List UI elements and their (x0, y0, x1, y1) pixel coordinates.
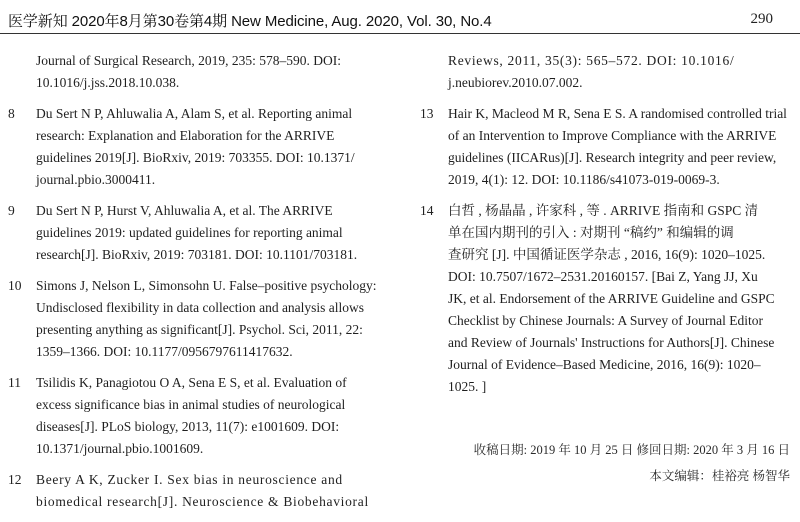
right-column (420, 50, 800, 407)
ref-line: Undisclosed flexibility in data collection and analysis allows (36, 300, 365, 315)
ref-line: j.neubiorev.2010.07.002. (448, 75, 583, 90)
left-column (8, 50, 384, 522)
ref-line: Journal of Evidence–Based Medicine, 2016, 16(9): 1020– (448, 357, 761, 372)
ref-line: 10.1016/j.jss.2018.10.038. (36, 75, 180, 90)
reference-item-11 (8, 372, 384, 460)
ref-line: 查研究 [J]. 中国循证医学杂志 , 2016, 16(9): 1020–1025. (448, 247, 766, 262)
ref-line: Checklist by Chinese Journals: A Survey of Journal Editor (448, 313, 763, 328)
ref-line: 2019, 4(1): 12. DOI: 10.1186/s41073-019-0069-3. (448, 172, 720, 187)
page-number: 290 (750, 11, 773, 27)
ref-line: and Review of Journals' Instructions for Authors[J]. Chinese (448, 335, 775, 350)
ref-line: diseases[J]. PLoS biology, 2013, 11(7): e1001609. DOI: (36, 419, 340, 434)
reference-number: 11 (8, 375, 21, 390)
journal-header: 医学新知 2020年8月第30卷第4期 New Medicine, Aug. 2020, Vol. 30, No.4 (8, 13, 492, 30)
ref-line: of an Intervention to Improve Compliance with the ARRIVE (448, 128, 777, 143)
reference-number: 12 (8, 472, 22, 487)
reference-item-10 (8, 275, 384, 363)
ref-line: 单在国内期刊的引入 : 对期刊 “稿约” 和编辑的调 (448, 225, 734, 240)
ref-line: 白哲 , 杨晶晶 , 许家科 , 等 . ARRIVE 指南和 GSPC 清 (448, 203, 759, 218)
reference-number: 14 (420, 203, 434, 218)
ref-line: guidelines 2019: updated guidelines for reporting animal (36, 225, 343, 240)
reference-item-9 (8, 200, 384, 266)
ref-line: DOI: 10.7507/1672–2531.20160157. [Bai Z, Yang JJ, Xu (448, 269, 758, 284)
ref-line: guidelines 2019[J]. BioRxiv, 2019: 703355. DOI: 10.1371/ (36, 150, 355, 165)
ref-line: 10.1371/journal.pbio.1001609. (36, 441, 204, 456)
ref-line: Hair K, Macleod M R, Sena E S. A randomised controlled trial (448, 106, 787, 121)
received-revised-dates: 收稿日期: 2019 年 10 月 25 日 修回日期: 2020 年 3 月 16 日 (473, 443, 790, 457)
reference-item-13 (420, 103, 800, 191)
page-header (0, 0, 800, 40)
ref-line: research[J]. BioRxiv, 2019: 703181. DOI: 10.1101/703181. (36, 247, 358, 262)
ref-line: guidelines (IICARus)[J]. Research integrity and peer review, (448, 150, 777, 165)
ref-line: Beery A K, Zucker I. Sex bias in neuroscience and (36, 472, 343, 487)
ref-line: 1025. ] (448, 379, 487, 394)
reference-number: 8 (8, 106, 15, 121)
ref-line: Tsilidis K, Panagiotou O A, Sena E S, et al. Evaluation of (36, 375, 347, 390)
ref-line: Reviews, 2011, 35(3): 565–572. DOI: 10.1016/ (448, 53, 735, 68)
reference-number: 10 (8, 278, 22, 293)
ref-line: 1359–1366. DOI: 10.1177/0956797611417632. (36, 344, 293, 359)
reference-item-14 (420, 200, 800, 398)
ref-line: journal.pbio.3000411. (36, 172, 156, 187)
reference-continuation (420, 50, 800, 94)
ref-line: Du Sert N P, Ahluwalia A, Alam S, et al. Reporting animal (36, 106, 353, 121)
ref-line: Du Sert N P, Hurst V, Ahluwalia A, et al. The ARRIVE (36, 203, 333, 218)
ref-line: excess significance bias in animal studies of neurological (36, 397, 346, 412)
ref-line: presenting anything as significant[J]. Psychol. Sci, 2011, 22: (36, 322, 363, 337)
ref-line: Simons J, Nelson L, Simonsohn U. False–positive psychology: (36, 278, 377, 293)
reference-item-8 (8, 103, 384, 191)
ref-line: biomedical research[J]. Neuroscience & Biobehavioral (36, 494, 369, 509)
header-divider (0, 33, 800, 34)
reference-continuation (8, 50, 384, 94)
ref-line: Journal of Surgical Research, 2019, 235: 578–590. DOI: (36, 53, 341, 68)
ref-line: JK, et al. Endorsement of the ARRIVE Guideline and GSPC (448, 291, 775, 306)
editors-credit: 本文编辑：桂裕亮 杨智华 (649, 469, 790, 483)
reference-number: 9 (8, 203, 15, 218)
reference-number: 13 (420, 106, 434, 121)
ref-line: research: Explanation and Elaboration for the ARRIVE (36, 128, 335, 143)
reference-item-12 (8, 469, 384, 513)
